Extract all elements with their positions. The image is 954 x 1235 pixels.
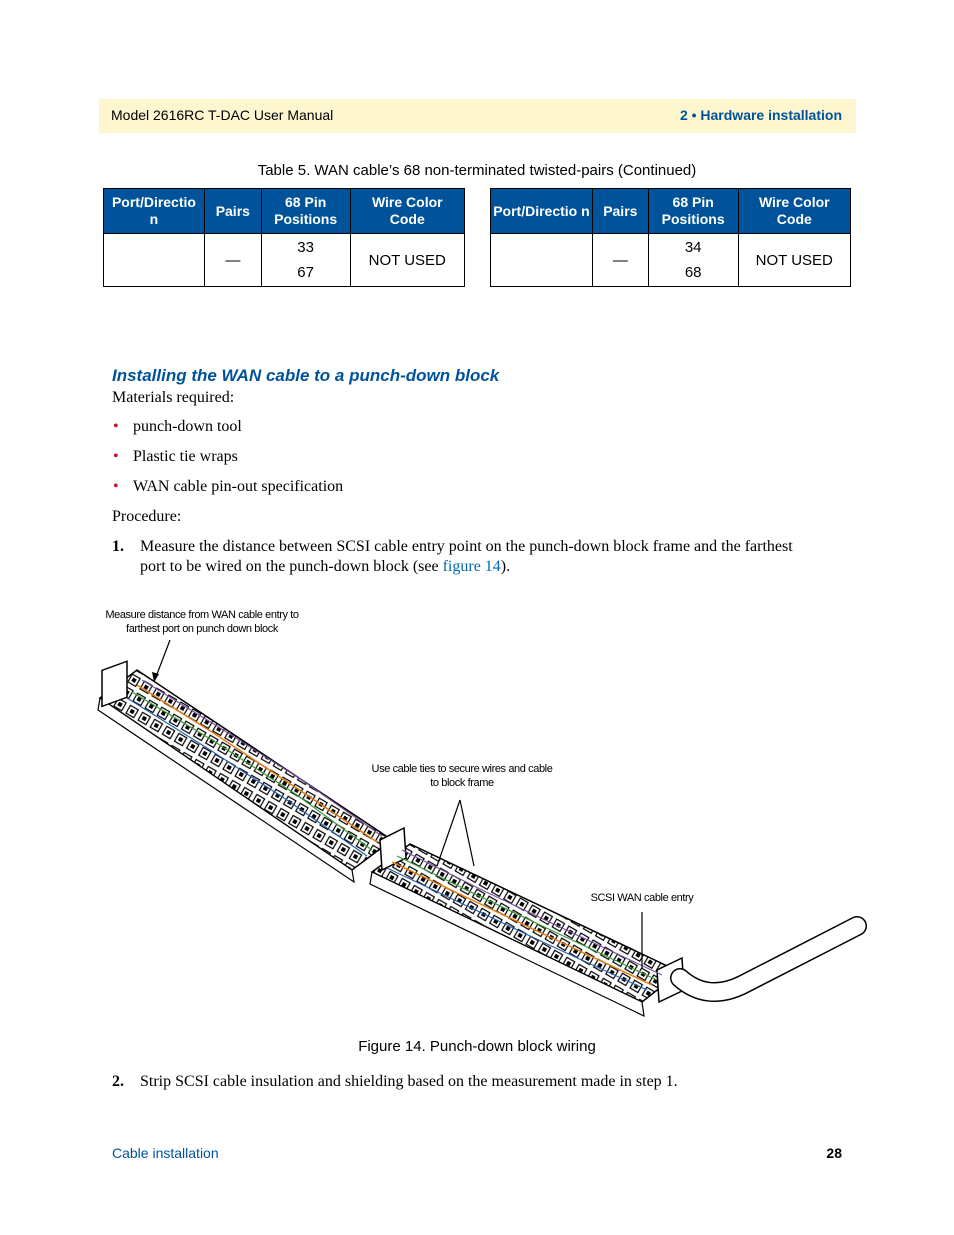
step-1: [112, 537, 793, 577]
pin-a: 33: [297, 239, 314, 256]
figure-label-entry: SCSI WAN cable entry: [590, 892, 694, 904]
figure-label-ties: [362, 762, 562, 790]
block-left: [98, 661, 392, 882]
col-port: Port/Directio n: [104, 189, 205, 234]
table-row: [104, 234, 465, 287]
list-item: [113, 478, 344, 496]
footer-section: Cable installation: [112, 1145, 219, 1161]
cell-color-code: NOT USED: [738, 234, 850, 287]
pin-a: 34: [684, 239, 702, 256]
cell-pairs: —: [592, 234, 648, 287]
step-text: ).: [500, 558, 511, 575]
list-item-label: Plastic tie wraps: [133, 448, 238, 465]
table-caption: Table 5. WAN cable’s 68 non-terminated twisted-pairs (Continued): [257, 162, 697, 179]
col-wire-color: Wire Color Code: [350, 189, 464, 234]
figure-link[interactable]: figure 14: [442, 558, 501, 575]
cell-port: [104, 234, 205, 287]
col-wire-color: Wire Color Code: [738, 189, 850, 234]
figure-label-measure: [102, 608, 302, 636]
col-pairs: Pairs: [592, 189, 648, 234]
label-line: farthest port on punch down block: [126, 623, 278, 635]
chapter-title: 2 • Hardware installation: [679, 107, 842, 123]
block-right: [370, 828, 684, 1016]
bullet-icon: •: [113, 478, 119, 495]
pin-b: 68: [684, 264, 702, 281]
label-line: to block frame: [430, 777, 494, 789]
cell-pairs: —: [204, 234, 261, 287]
bullet-icon: •: [113, 448, 119, 465]
step-text: Strip SCSI cable insulation and shielding based on the measurement made in step 1.: [140, 1073, 678, 1090]
scsi-cable: [680, 926, 857, 992]
label-line: Measure distance from WAN cable entry to: [105, 609, 299, 621]
step-line: [140, 557, 793, 577]
col-port: Port/Directio n: [491, 189, 593, 234]
page-header: [99, 99, 856, 133]
pin-b: 67: [297, 264, 314, 281]
figure-caption: Figure 14. Punch-down block wiring: [358, 1038, 596, 1055]
wan-table-left: [103, 188, 465, 287]
cell-color-code: NOT USED: [350, 234, 464, 287]
table-row: [491, 234, 851, 287]
col-pin-positions: 68 Pin Positions: [648, 189, 738, 234]
section-heading: Installing the WAN cable to a punch-down block: [112, 366, 500, 385]
wan-table-right: [490, 188, 851, 287]
step-line: Measure the distance between SCSI cable entry point on the punch-down block frame and the farthest: [140, 538, 793, 555]
step-number: 2.: [112, 1073, 124, 1090]
punch-down-block-illustration: [92, 600, 867, 1030]
cell-pins: [648, 234, 738, 287]
procedure-intro: Procedure:: [112, 508, 182, 525]
col-pin-positions: 68 Pin Positions: [261, 189, 350, 234]
page-number: 28: [826, 1145, 842, 1161]
step-number: 1.: [112, 538, 124, 555]
punch-down-figure: [92, 600, 867, 1030]
col-pairs: Pairs: [204, 189, 261, 234]
list-item: [113, 448, 238, 466]
materials-intro: Materials required:: [112, 389, 235, 406]
step-2: [112, 1073, 678, 1091]
table-header-row: [491, 189, 851, 234]
cell-port: [491, 234, 593, 287]
manual-title: Model 2616RC T-DAC User Manual: [111, 107, 334, 123]
list-item: [113, 418, 242, 436]
list-item-label: WAN cable pin-out specification: [133, 478, 344, 495]
table-header-row: [104, 189, 465, 234]
bullet-icon: •: [113, 418, 119, 435]
cell-pins: [261, 234, 350, 287]
label-line: Use cable ties to secure wires and cable: [371, 763, 553, 775]
step-text: port to be wired on the punch-down block (see: [140, 558, 443, 575]
list-item-label: punch-down tool: [133, 418, 242, 435]
